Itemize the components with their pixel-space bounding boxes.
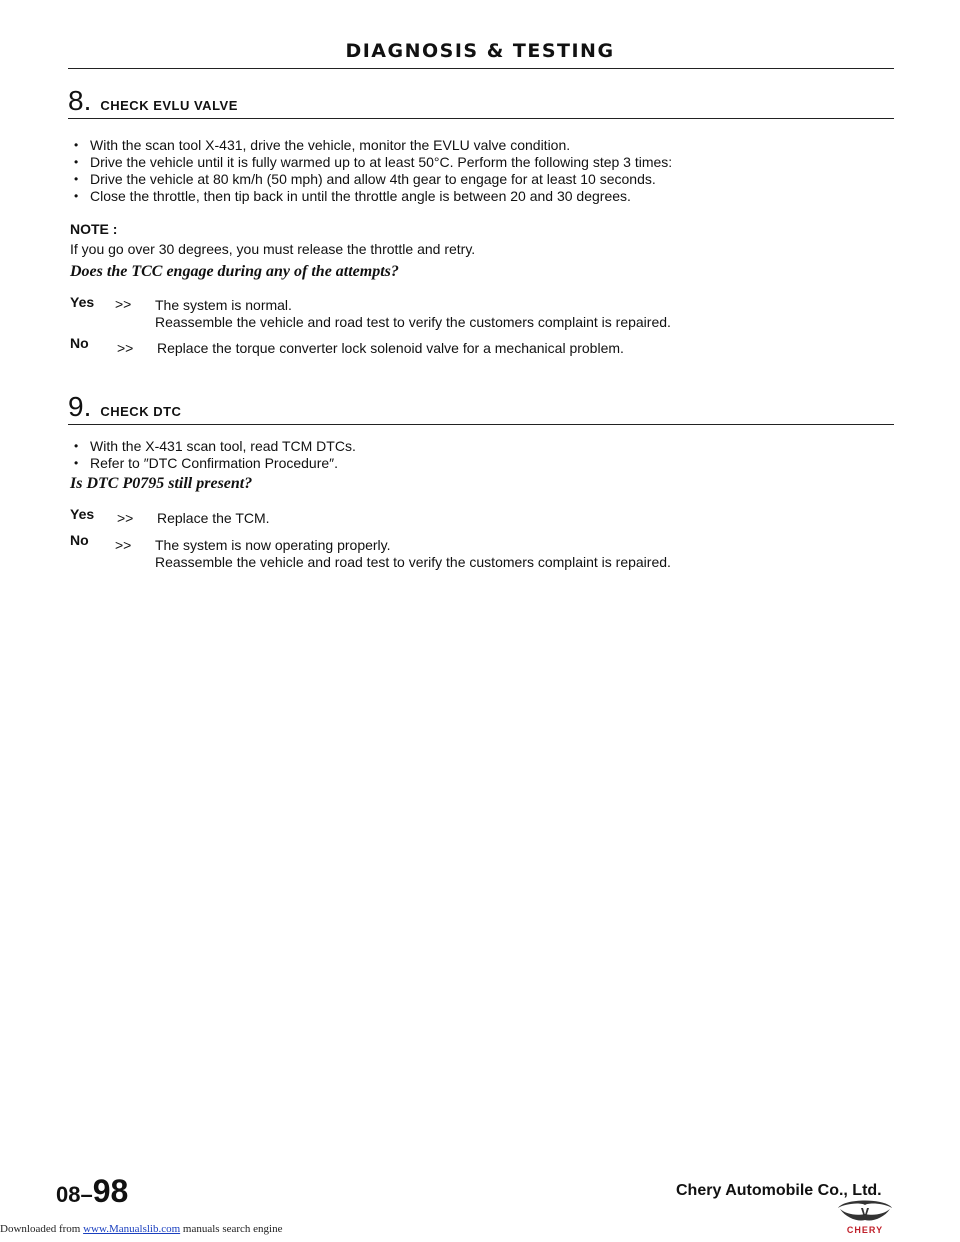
note-text: If you go over 30 degrees, you must release the throttle and retry. [70,241,476,257]
step-9-question: Is DTC P0795 still present? [70,475,253,492]
page-header-title: DIAGNOSIS & TESTING [345,40,615,62]
step-8-bullet-list [70,137,900,205]
step-8-yes-label: Yes [70,294,95,310]
bullet-icon: • [74,456,79,470]
step-8-section [68,86,894,119]
list-item: • With the X-431 scan tool, read TCM DTCs. [74,438,356,454]
bullet-icon: • [74,189,79,203]
step-9-yes-text: Replace the TCM. [157,510,270,526]
bullet-icon: • [74,172,79,186]
step-9-no-text-2: Reassemble the vehicle and road test to verify the customers complaint is repaired. [155,554,671,570]
page-number-value: 98 [92,1173,129,1209]
step-8-yes-arrow: >> [115,296,132,312]
step-9-heading [68,392,894,422]
manualslib-link[interactable]: www.Manualslib.com [83,1223,181,1235]
note-label: NOTE : [70,221,118,237]
download-bar: Downloaded from www.Manualslib.com manuals search engine [0,1223,283,1235]
bullet-icon: • [74,138,79,152]
step-8-number: 8. [68,85,92,116]
list-item: • Drive the vehicle until it is fully warmed up to at least 50°C. Perform the following step 3 times: [74,154,673,170]
step-8-yes-text-1: The system is normal. [155,297,292,313]
step-9-section [68,392,894,425]
company-name: Chery Automobile Co., Ltd. [676,1182,882,1199]
step-9-bullet-list [70,438,900,472]
bullet-icon: • [74,155,79,169]
step-9-divider [68,424,894,425]
step-8-yes-text-2: Reassemble the vehicle and road test to verify the customers complaint is repaired. [155,314,671,330]
chery-logo-icon [834,1196,896,1236]
step-9-no-arrow: >> [115,537,132,553]
logo-wordmark: CHERY [846,1225,884,1235]
step-9-number: 9. [68,391,92,422]
step-8-no-arrow: >> [117,340,134,356]
step-8-heading [68,86,894,116]
bullet-icon: • [74,439,79,453]
step-8-divider [68,118,894,119]
page-number [56,1173,128,1210]
step-9-no-text-1: The system is now operating properly. [155,537,391,553]
page-number-prefix: 08– [56,1182,93,1207]
step-8-no-text: Replace the torque converter lock solenoid valve for a mechanical problem. [157,340,624,356]
step-8-question: Does the TCC engage during any of the attempts? [70,263,399,280]
step-8-title: CHECK EVLU VALVE [100,98,238,113]
list-item: • Close the throttle, then tip back in until the throttle angle is between 20 and 30 degrees. [74,188,631,204]
step-9-title: CHECK DTC [100,404,182,419]
step-9-yes-arrow: >> [117,510,134,526]
list-item: • Refer to ″DTC Confirmation Procedure″. [74,455,339,471]
list-item: • With the scan tool X-431, drive the vehicle, monitor the EVLU valve condition. [74,137,571,153]
step-9-yes-label: Yes [70,506,95,522]
step-8-no-label: No [70,335,89,351]
step-9-no-label: No [70,532,89,548]
chery-logo [834,1196,896,1236]
header-divider [68,68,894,69]
list-item: • Drive the vehicle at 80 km/h (50 mph) and allow 4th gear to engage for at least 10 seconds. [74,171,656,187]
